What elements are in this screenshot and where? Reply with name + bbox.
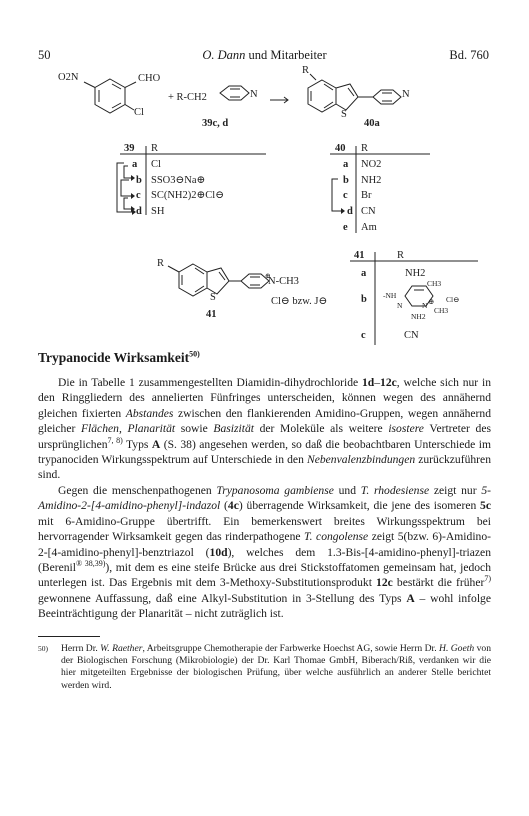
reactant-cho: CHO (138, 73, 161, 84)
table41-row-b-n1: N (397, 301, 403, 310)
table40-conversion-arrow (332, 179, 342, 211)
table41-row-id: a (361, 268, 367, 279)
footnote-rule (38, 636, 100, 637)
table40-number: 40 (335, 143, 346, 154)
text-run: , Arbeitsgruppe Chemotherapie der Farbwerke Hoechst AG, sowie Herrn Dr. (142, 643, 440, 654)
table40-row-id: b (343, 175, 349, 186)
page-number: 50 (38, 48, 51, 62)
italic-term: Nebenvalenzbindungen (306, 453, 416, 467)
reactant-o2n: O2N (58, 72, 79, 83)
structure41-rings (168, 264, 269, 296)
text-run: ), mit dem es eine steife Brücke aus drei Stickstoffatomen gemeinsam hat, jedoch unterlegen ist. Das Ergebnis mit dem 3-Methoxy-Substitutionsprodukt (38, 561, 491, 590)
text-run: von der Biologischen Forschung (Mikrobiologie) der Dr. Karl Thomae GmbH, Biberach/Riß, verdanken wir die hier mitgeteilten Ergebnisse der biologischen Prüfung, über welche ausführlich an anderer Stelle berichtet werden wird. (61, 643, 491, 691)
text-run: Die in Tabelle 1 zusammengestellten Diamidin-dihydrochloride (58, 376, 362, 389)
compound-ref: 12c (376, 576, 393, 590)
table40-row-id: d (347, 206, 353, 217)
structure41-r: R (157, 258, 165, 269)
table41-row-id: c (361, 330, 366, 341)
section-ref: 50) (189, 349, 200, 359)
text-run: , welche sich nur in den Ringgliedern des annelierten Fünfringes unterscheiden, können wegen des annähernd gleichen fixierten (38, 376, 491, 420)
table41-row-a-value: NH2 (405, 268, 426, 279)
structure41-plus: ⊕ (265, 272, 271, 280)
person-name: W. Raether (100, 643, 143, 654)
compound-ref: 10d (209, 545, 228, 559)
text-run: zeigt 5(bzw. 6)-Amidino-2-[4-amidino-phenyl]-benztriazol ( (38, 530, 491, 559)
text-run: der Moleküle als weitere (254, 422, 389, 436)
citation: 7, 8) (107, 435, 123, 445)
author-name: O. Dann (202, 48, 246, 62)
reagent-pyridine-ring (220, 86, 249, 100)
author-suffix: und Mitarbeiter (245, 48, 327, 62)
product-s: S (341, 109, 347, 120)
type-ref: A (151, 437, 161, 451)
table39-row-value: SH (151, 206, 165, 217)
italic-term: T. congolense (304, 530, 369, 544)
italic-term: Basizität (213, 422, 254, 436)
product-r: R (302, 65, 310, 76)
table41-row-c-value: CN (404, 330, 419, 341)
text-run: und (333, 484, 361, 497)
text-run: ), welches dem 1.3-Bis-[4-amidino-phenyl]-triazen (Berenil (38, 545, 491, 575)
reactant-cl: Cl (134, 107, 144, 118)
citation: 7) (484, 574, 491, 584)
table41-col-header: R (397, 250, 405, 261)
structure41-counterion: Cl⊖ bzw. J⊖ (271, 296, 328, 307)
person-name: H. Goeth (439, 643, 475, 654)
table41-row-b-nh2: NH2 (411, 312, 426, 321)
structure41-s: S (210, 292, 216, 303)
text-run: zurückzuführen sind. (38, 453, 491, 482)
table41-row-b-ch3-right: CH3 (434, 306, 449, 315)
compound-ref: 1d (362, 376, 375, 389)
footnote (38, 643, 491, 692)
table41-row-b-plus: ⊕ (428, 297, 435, 306)
table41-row-b-nh: -NH (383, 291, 397, 300)
text-run: Typs (122, 437, 152, 451)
structure41-label: 41 (206, 309, 217, 320)
volume-label: Bd. 760 (449, 48, 489, 62)
compound-ref: 4c (227, 499, 239, 513)
body-paragraph-2 (38, 483, 491, 622)
table40-row-id: e (343, 222, 348, 233)
text-run: gewonnene Auffassung, daß eine Alkyl-Substitution in 3-Stellung des Typs (38, 591, 407, 605)
table39-row-value: SC(NH2)2⊕Cl⊖ (151, 190, 225, 201)
citation: ® 38,39) (76, 559, 106, 569)
footnote-number: 50) (38, 644, 48, 653)
table41-number: 41 (354, 250, 365, 261)
table40-row-value: Br (361, 190, 372, 201)
table40-arrowhead (341, 208, 345, 214)
italic-term: 5-Amidino-2-[4-amidino-phenyl]-indazol (38, 484, 491, 513)
text-run: – (374, 376, 381, 389)
text-run: ( (220, 499, 228, 513)
italic-term: Abstandes (125, 406, 174, 420)
table41-row-b-cl: Cl⊖ (446, 295, 460, 304)
table40-row-value: NO2 (361, 159, 382, 170)
text-run: sowie (175, 422, 214, 436)
table41-row-b-n2: N (422, 301, 428, 310)
body-paragraph-1 (38, 375, 491, 483)
table41-row-id: b (361, 294, 367, 305)
reagent-r-ch2: + R-CH2 (168, 92, 207, 103)
table39-row-id: c (136, 190, 141, 201)
italic-term: Flächen, Planarität (80, 422, 176, 436)
section-title: Trypanocide Wirksamkeit (38, 350, 190, 365)
table41-row-b-ch3-top: CH3 (427, 279, 442, 288)
footnote-text (38, 643, 491, 692)
type-ref: A (406, 591, 415, 605)
table40-row-value: CN (361, 206, 376, 217)
text-run: mit 6-Amidino-Gruppe übertrifft. Ein bemerkenswert breites Wirkungsspektrum bei hervorragender Wirksamkeit gegen das rinderpathogene (38, 514, 491, 544)
text-run: – wohl infolge Beeinträchtigung der Planarität – nicht zuträglich ist. (38, 591, 491, 621)
table39-row-value: Cl (151, 159, 161, 170)
text-run: Herrn Dr. (61, 643, 101, 654)
compound-ref: 5c (480, 499, 491, 513)
reactant-benzene-ring (84, 79, 136, 113)
italic-term: Trypanosoma gambiense (216, 484, 334, 497)
table40-row-id: c (343, 190, 348, 201)
product-n: N (402, 89, 410, 100)
text-run: zwischen den flankierenden Amidino-Gruppen, wegen annähernd gleicher (38, 406, 492, 436)
reagent-pyridine-n: N (250, 89, 258, 100)
product-benzothiophene (308, 74, 401, 112)
text-run: Vertreter des ursprünglichen (38, 422, 491, 451)
text-run: Gegen die menschenpathogenen (58, 484, 217, 497)
table39-row-value: SSO3⊖Na⊕ (151, 175, 206, 186)
text-run: bestärkt die früher (392, 576, 485, 590)
text-run: ) überragende Wirksamkeit, die jene des isomeren (238, 499, 481, 513)
italic-term: T. rhodesiense (360, 484, 430, 497)
table39-row-id: a (132, 159, 138, 170)
table40-row-value: NH2 (361, 175, 382, 186)
product-compound-label: 40a (364, 118, 380, 129)
italic-term: isostere (388, 422, 424, 436)
text-run: (S. 38) angesehen werden, so daß die beobachtbaren Unterschiede im trypanociden Wirkungsspektrum auf Unterschiede in den (38, 437, 492, 467)
structure41-n-ch3: N-CH3 (268, 276, 299, 287)
table40-row-value: Am (361, 222, 377, 233)
table39-col-header: R (151, 143, 159, 154)
table40-row-id: a (343, 159, 349, 170)
table39-conversion-arrows (117, 163, 132, 212)
section-heading (38, 350, 200, 366)
table39-row-id: b (136, 175, 142, 186)
compound-ref: 12c (380, 376, 397, 389)
chemical-scheme (0, 0, 529, 345)
table39-row-id: d (136, 206, 142, 217)
table39-number: 39 (124, 143, 135, 154)
text-run: zeigt nur (429, 484, 482, 497)
reagent-compound-label: 39c, d (202, 118, 229, 129)
table40-col-header: R (361, 143, 369, 154)
